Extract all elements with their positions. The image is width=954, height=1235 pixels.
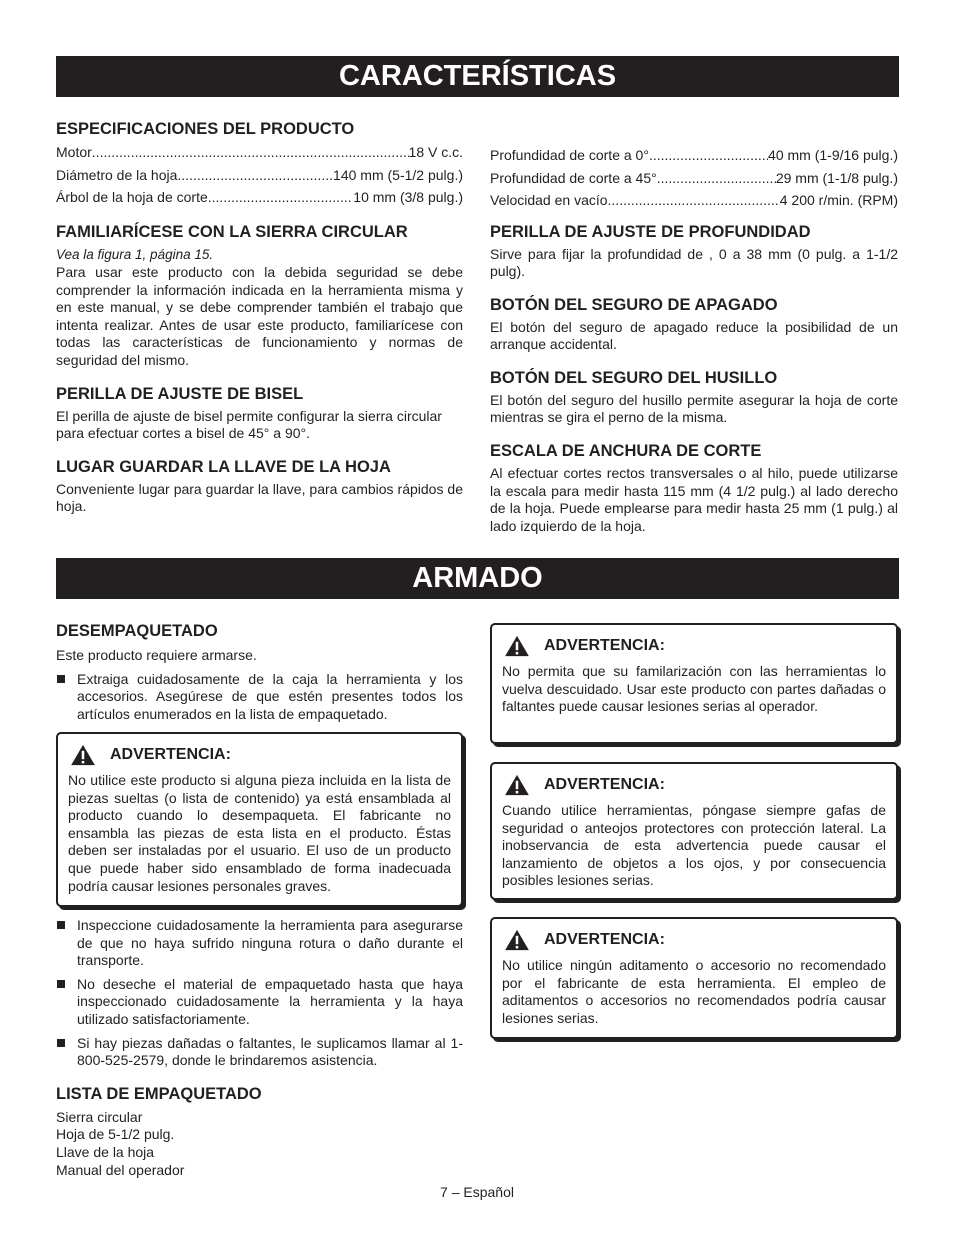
spec-label: Motor	[56, 144, 92, 160]
packing-list	[56, 1109, 463, 1179]
warning-triangle-icon	[68, 744, 98, 766]
list-item: Sierra circular	[56, 1108, 143, 1125]
left-column-assembly-bullets	[56, 917, 463, 1179]
warning-box-familiarity	[490, 623, 898, 744]
spec-value: 4 200 r/min. (RPM)	[779, 192, 898, 208]
list-item: Si hay piezas dañadas o faltantes, le suplicamos llamar al 1-800-525-2579, donde le brindaremos asistencia.	[56, 1035, 463, 1070]
warning-triangle-icon	[502, 774, 532, 796]
scale-heading: ESCALA DE ANCHURA DE CORTE	[490, 442, 762, 461]
warning-triangle-icon	[502, 929, 532, 951]
spindle-heading: BOTÓN DEL SEGURO DEL HUSILLO	[490, 368, 778, 387]
spec-value: 18 V c.c.	[408, 144, 463, 160]
right-column-features	[490, 144, 898, 535]
depth-text: Sirve para fijar la profundidad de , 0 a 38 mm (0 pulg. a 1-1/2 pulg).	[490, 245, 898, 280]
warning-text: Cuando utilice herramientas, póngase siempre gafas de seguridad o anteojos protectores con protección lateral. La inobservancia de esta advertencia puede causar el lanzamiento de objetos a los ojos, y por consecuencia posibles lesiones serias.	[502, 802, 886, 889]
familiarize-heading: FAMILIARÍCESE CON LA SIERRA CIRCULAR	[56, 222, 408, 241]
spec-row	[56, 164, 463, 187]
list-item: Llave de la hoja	[56, 1143, 155, 1160]
lockoff-heading: BOTÓN DEL SEGURO DE APAGADO	[490, 295, 778, 314]
warning-text: No utilice este producto si alguna pieza incluida en la lista de piezas sueltas (o lista de contenido) ya está ensamblada al producto cuando lo desempaqueta. El fabricante no ensambla las piezas de esta lista en el producto. Éstas deben ser instaladas por el usuario. El uso de un producto que puede haber sido ensamblado de forma inadecuada podría causar lesiones personales graves.	[68, 772, 451, 894]
scale-text: Al efectuar cortes rectos transversales o al hilo, puede utilizarse la escala para medir hasta 115 mm (4 1/2 pulg.) al lado derecho de la hoja. Puede emplearse para medir hasta 25 mm (1 pulg.) al lado izquierdo de la hoja.	[490, 465, 898, 534]
warning-label: ADVERTENCIA:	[110, 746, 231, 763]
bevel-heading: PERILLA DE AJUSTE DE BISEL	[56, 384, 304, 403]
unpacking-heading: DESEMPAQUETADO	[56, 622, 218, 640]
section-banner-armado: ARMADO	[56, 558, 899, 599]
spec-label: Profundidad de corte a 0°	[490, 147, 649, 163]
list-item: Inspeccione cuidadosamente la herramienta para asegurarse de que no haya sufrido ninguna rotura o daño durante el transporte.	[56, 917, 463, 970]
spec-row	[56, 186, 463, 209]
list-item: Hoja de 5-1/2 pulg.	[56, 1126, 175, 1143]
packing-list-heading: LISTA DE EMPAQUETADO	[56, 1084, 262, 1103]
spec-label: Diámetro de la hoja	[56, 166, 178, 183]
depth-heading: PERILLA DE AJUSTE DE PROFUNDIDAD	[490, 222, 811, 241]
spec-label: Profundidad de corte a 45°	[490, 169, 657, 186]
specs-heading: ESPECIFICACIONES DEL PRODUCTO	[56, 120, 355, 138]
list-item: Manual del operador	[56, 1161, 185, 1178]
section-banner-caracteristicas: CARACTERÍSTICAS	[56, 56, 899, 97]
page-footer: 7 – Español	[440, 1184, 514, 1200]
spec-row	[490, 189, 898, 212]
storage-heading: LUGAR GUARDAR LA LLAVE DE LA HOJA	[56, 457, 391, 476]
spec-row	[490, 144, 898, 167]
bevel-text: El perilla de ajuste de bisel permite configurar la sierra circular para efectuar cortes a bisel de 45° a 90°.	[56, 407, 442, 442]
warning-text: No utilice ningún aditamento o accesorio no recomendado por el fabricante de esta herramienta. El empleo de aditamentos o accesorios no recomendados podría causar lesiones serias.	[502, 957, 886, 1026]
warning-text: No permita que su familarización con las herramientas lo vuelva descuidado. Usar este producto con partes dañadas o faltantes puede causar lesiones serias al operador.	[502, 663, 886, 715]
left-column-assembly	[56, 621, 463, 723]
left-column-features	[56, 119, 463, 516]
warning-triangle-icon	[502, 635, 532, 657]
lockoff-text: El botón del seguro de apagado reduce la posibilidad de un arranque accidental.	[490, 318, 898, 353]
spec-value: 29 mm (1-1/8 pulg.)	[775, 169, 898, 186]
warning-label: ADVERTENCIA:	[544, 637, 665, 654]
spec-value: 140 mm (5-1/2 pulg.)	[333, 166, 463, 183]
spec-label: Árbol de la hoja de corte	[56, 189, 208, 205]
warning-box-assembled-parts	[56, 732, 463, 907]
unpacking-intro: Este producto requiere armarse.	[56, 647, 257, 663]
warning-box-eye-protection	[490, 762, 898, 900]
warning-box-accessories	[490, 917, 898, 1039]
list-item: No deseche el material de empaquetado hasta que haya inspeccionado cuidadosamente la herramienta y la haya utilizado satisfactoriamente.	[56, 976, 463, 1029]
familiarize-text: Para usar este producto con la debida seguridad se debe comprender la información indicada en la herramienta misma y en este manual, y se debe comprender también el trabajo que intenta realizar. Antes de usar este producto, familiarícese con todas las características de funcionamiento y normas de seguridad del mismo.	[56, 264, 463, 369]
storage-text: Conveniente lugar para guardar la llave, para cambios rápidos de hoja.	[56, 480, 463, 515]
spindle-text: El botón del seguro del husillo permite asegurar la hoja de corte mientras se gira el perno de la misma.	[490, 391, 898, 426]
warning-label: ADVERTENCIA:	[544, 776, 665, 793]
list-item: Extraiga cuidadosamente de la caja la herramienta y los accesorios. Asegúrese de que estén presentes todos los artículos enumerados en la lista de empaquetado.	[56, 671, 463, 724]
figure-reference: Vea la figura 1, página 15.	[56, 246, 214, 262]
spec-value: 40 mm (1-9/16 pulg.)	[768, 147, 898, 163]
spec-row	[56, 141, 463, 164]
spec-label: Velocidad en vacío	[490, 192, 608, 208]
spec-value: 10 mm (3/8 pulg.)	[353, 189, 463, 205]
spec-row	[490, 167, 898, 190]
warning-label: ADVERTENCIA:	[544, 931, 665, 948]
